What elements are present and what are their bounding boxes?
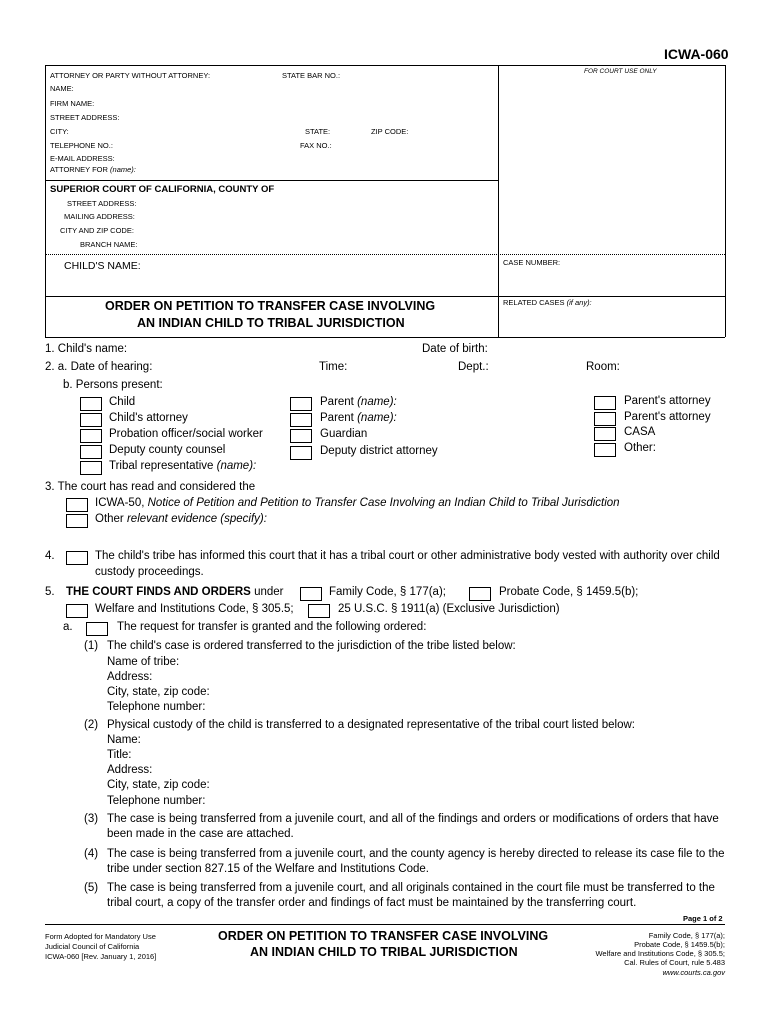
label-parents-attorney-1: Parent's attorney — [624, 395, 711, 407]
sub1-address: Address: — [107, 671, 153, 683]
footer-title-line1: ORDER ON PETITION TO TRANSFER CASE INVOLVING — [218, 929, 549, 943]
parent-1-label: Parent — [320, 396, 354, 408]
attorney-for-name: (name): — [110, 165, 136, 174]
item3-label: 3. The court has read and considered the — [45, 481, 256, 493]
icwa50-prefix: ICWA-50, — [95, 497, 145, 509]
item4-line1: The child's tribe has informed this court that it has a tribal court or other administrative body vested with authority over child — [95, 550, 720, 562]
label-deputy-county-counsel: Deputy county counsel — [109, 444, 226, 456]
court-branch-label: BRANCH NAME: — [80, 240, 138, 249]
icwa50-title: Notice of Petition and Petition to Transfer Case Involving an Indian Child to Tribal Jurisdiction — [147, 497, 620, 509]
sub4-line1: The case is being transferred from a juvenile court, and the county agency is hereby directed to release its case file to the — [107, 848, 725, 860]
label-probation-officer: Probation officer/social worker — [109, 428, 263, 440]
court-cityzip-label: CITY AND ZIP CODE: — [60, 226, 134, 235]
footer-website[interactable]: www.courts.ca.gov — [662, 968, 725, 977]
sub3-line2: been made in the case are attached. — [107, 828, 294, 840]
item2-room: Room: — [586, 361, 620, 373]
sub2-name: Name: — [107, 734, 141, 746]
checkbox-item4[interactable] — [66, 551, 88, 565]
footer-ref-3: Welfare and Institutions Code, § 305.5; — [595, 949, 725, 958]
caption-bottom-border — [45, 337, 725, 338]
footer-council: Judicial Council of California — [45, 942, 140, 951]
footer-rev: ICWA-060 [Rev. January 1, 2016] — [45, 952, 157, 961]
sub4-line2: tribe under section 827.15 of the Welfare and Institutions Code. — [107, 863, 429, 875]
form-number: ICWA-060 — [664, 46, 729, 62]
caption-top-border — [45, 65, 725, 66]
item5a-label: a. — [63, 621, 73, 633]
state-bar-label: STATE BAR NO.: — [282, 71, 341, 80]
zip-label: ZIP CODE: — [371, 127, 409, 136]
sub3-line1: The case is being transferred from a juvenile court, and all of the findings and orders or modifications of orders that have — [107, 813, 719, 825]
item2-dept: Dept.: — [458, 361, 489, 373]
footer-ref-1: Family Code, § 177(a); — [648, 931, 725, 940]
related-cases-label: RELATED CASES — [503, 298, 565, 307]
tribal-rep-label: Tribal representative — [109, 460, 214, 472]
label-tribal-representative — [109, 460, 256, 472]
email-label: E-MAIL ADDRESS: — [50, 154, 115, 163]
sub5-line2: tribal court, a copy of the transfer order and findings of fact must be maintained by the transferring court. — [107, 897, 637, 909]
checkbox-other-evidence[interactable] — [66, 514, 88, 528]
item2-persons-present: b. Persons present: — [63, 379, 163, 391]
other-text: relevant evidence (specify): — [126, 513, 267, 525]
checkbox-parents-attorney-2[interactable] — [594, 412, 616, 426]
footer-adopted: Form Adopted for Mandatory Use — [45, 932, 156, 941]
item2-date-of-hearing: 2. a. Date of hearing: — [45, 361, 153, 373]
checkbox-probate-code[interactable] — [469, 587, 491, 601]
sub2-city-state-zip: City, state, zip code: — [107, 779, 210, 791]
case-number-label: CASE NUMBER: — [503, 258, 561, 267]
checkbox-casa[interactable] — [594, 427, 616, 441]
parent-1-name: (name): — [357, 396, 397, 408]
checkbox-welfare-code[interactable] — [66, 604, 88, 618]
caption-right-border — [725, 65, 726, 337]
related-cases-line — [503, 298, 592, 307]
label-child: Child — [109, 396, 136, 408]
checkbox-guardian[interactable] — [290, 429, 312, 443]
firm-label: FIRM NAME: — [50, 99, 95, 108]
label-guardian: Guardian — [320, 428, 368, 440]
fax-label: FAX NO.: — [300, 141, 332, 150]
court-title: SUPERIOR COURT OF CALIFORNIA, COUNTY OF — [50, 184, 275, 195]
checkbox-probation-officer[interactable] — [80, 429, 102, 443]
checkbox-child[interactable] — [80, 397, 102, 411]
label-family-code: Family Code, § 177(a); — [329, 586, 446, 598]
item3-other-evidence — [95, 513, 267, 525]
label-parent-1 — [320, 396, 397, 408]
caption-line-title — [45, 296, 725, 297]
parent-2-name: (name): — [357, 412, 397, 424]
court-street-label: STREET ADDRESS: — [67, 199, 137, 208]
sub2-number: (2) — [84, 719, 99, 731]
checkbox-other[interactable] — [594, 443, 616, 457]
city-label: CITY: — [50, 127, 69, 136]
label-casa: CASA — [624, 426, 656, 438]
sub1-number: (1) — [84, 640, 99, 652]
item5-number: 5. — [45, 586, 55, 598]
street-label: STREET ADDRESS: — [50, 113, 120, 122]
checkbox-deputy-county-counsel[interactable] — [80, 445, 102, 459]
page-number: Page 1 of 2 — [683, 914, 723, 923]
checkbox-icwa50[interactable] — [66, 498, 88, 512]
item4-line2: custody proceedings. — [95, 566, 204, 578]
sub1-city-state-zip: City, state, zip code: — [107, 686, 210, 698]
name-label: NAME: — [50, 84, 74, 93]
checkbox-parents-attorney-1[interactable] — [594, 396, 616, 410]
other-prefix: Other — [95, 513, 124, 525]
item1-dob: Date of birth: — [422, 343, 488, 355]
checkbox-usc[interactable] — [308, 604, 330, 618]
caption-line-child — [45, 254, 725, 255]
sub1-name-of-tribe: Name of tribe: — [107, 656, 180, 668]
court-mailing-label: MAILING ADDRESS: — [64, 212, 135, 221]
sub2-text: Physical custody of the child is transferred to a designated representative of the tribal court listed below: — [107, 719, 636, 731]
sub1-telephone: Telephone number: — [107, 701, 206, 713]
footer-ref-4: Cal. Rules of Court, rule 5.483 — [624, 958, 725, 967]
footer-ref-2: Probate Code, § 1459.5(b); — [634, 940, 725, 949]
sub2-address: Address: — [107, 764, 153, 776]
parent-2-label: Parent — [320, 412, 354, 424]
checkbox-parent-2[interactable] — [290, 413, 312, 427]
checkbox-parent-1[interactable] — [290, 397, 312, 411]
item5-heading: THE COURT FINDS AND ORDERS — [66, 586, 251, 598]
childs-name-label: CHILD'S NAME: — [64, 260, 141, 272]
attorney-for-label: ATTORNEY FOR — [50, 165, 108, 174]
caption-title-line1: ORDER ON PETITION TO TRANSFER CASE INVOLVING — [105, 299, 436, 313]
caption-line-court — [45, 180, 498, 181]
checkbox-deputy-da[interactable] — [290, 446, 312, 460]
label-probate-code: Probate Code, § 1459.5(b); — [499, 586, 639, 598]
checkbox-childs-attorney[interactable] — [80, 413, 102, 427]
label-usc: 25 U.S.C. § 1911(a) (Exclusive Jurisdiction) — [338, 603, 560, 615]
label-other: Other: — [624, 442, 656, 454]
sub5-number: (5) — [84, 882, 99, 894]
footer-rule — [45, 924, 725, 925]
label-deputy-da: Deputy district attorney — [320, 445, 438, 457]
item2-time: Time: — [319, 361, 348, 373]
item1-childs-name: 1. Child's name: — [45, 343, 128, 355]
label-parent-2 — [320, 412, 397, 424]
state-label: STATE: — [305, 127, 331, 136]
footer-title-line2: AN INDIAN CHILD TO TRIBAL JURISDICTION — [250, 945, 518, 959]
sub1-text: The child's case is ordered transferred to the jurisdiction of the tribe listed below: — [107, 640, 516, 652]
item5-under: under — [254, 586, 284, 598]
item5-heading-line — [66, 586, 283, 598]
label-parents-attorney-2: Parent's attorney — [624, 411, 711, 423]
sub2-telephone: Telephone number: — [107, 795, 206, 807]
item5a-text: The request for transfer is granted and the following ordered: — [117, 621, 427, 633]
related-cases-note: (if any): — [566, 298, 592, 307]
attorney-for-line — [50, 165, 136, 174]
label-childs-attorney: Child's attorney — [109, 412, 188, 424]
checkbox-item5a[interactable] — [86, 622, 108, 636]
sub3-number: (3) — [84, 813, 99, 825]
checkbox-tribal-representative[interactable] — [80, 461, 102, 475]
attorney-label: ATTORNEY OR PARTY WITHOUT ATTORNEY: — [50, 71, 211, 80]
phone-label: TELEPHONE NO.: — [50, 141, 113, 150]
sub5-line1: The case is being transferred from a juvenile court, and all originals contained in the court file must be transferred to the — [107, 882, 715, 894]
item4-number: 4. — [45, 550, 55, 562]
sub2-title: Title: — [107, 749, 132, 761]
sub4-number: (4) — [84, 848, 99, 860]
caption-title-line2: AN INDIAN CHILD TO TRIBAL JURISDICTION — [137, 316, 405, 330]
item3-icwa50 — [95, 497, 620, 509]
tribal-rep-name: (name): — [216, 460, 257, 472]
checkbox-family-code[interactable] — [300, 587, 322, 601]
court-use-label: FOR COURT USE ONLY — [584, 68, 657, 75]
label-welfare-code: Welfare and Institutions Code, § 305.5; — [95, 603, 294, 615]
